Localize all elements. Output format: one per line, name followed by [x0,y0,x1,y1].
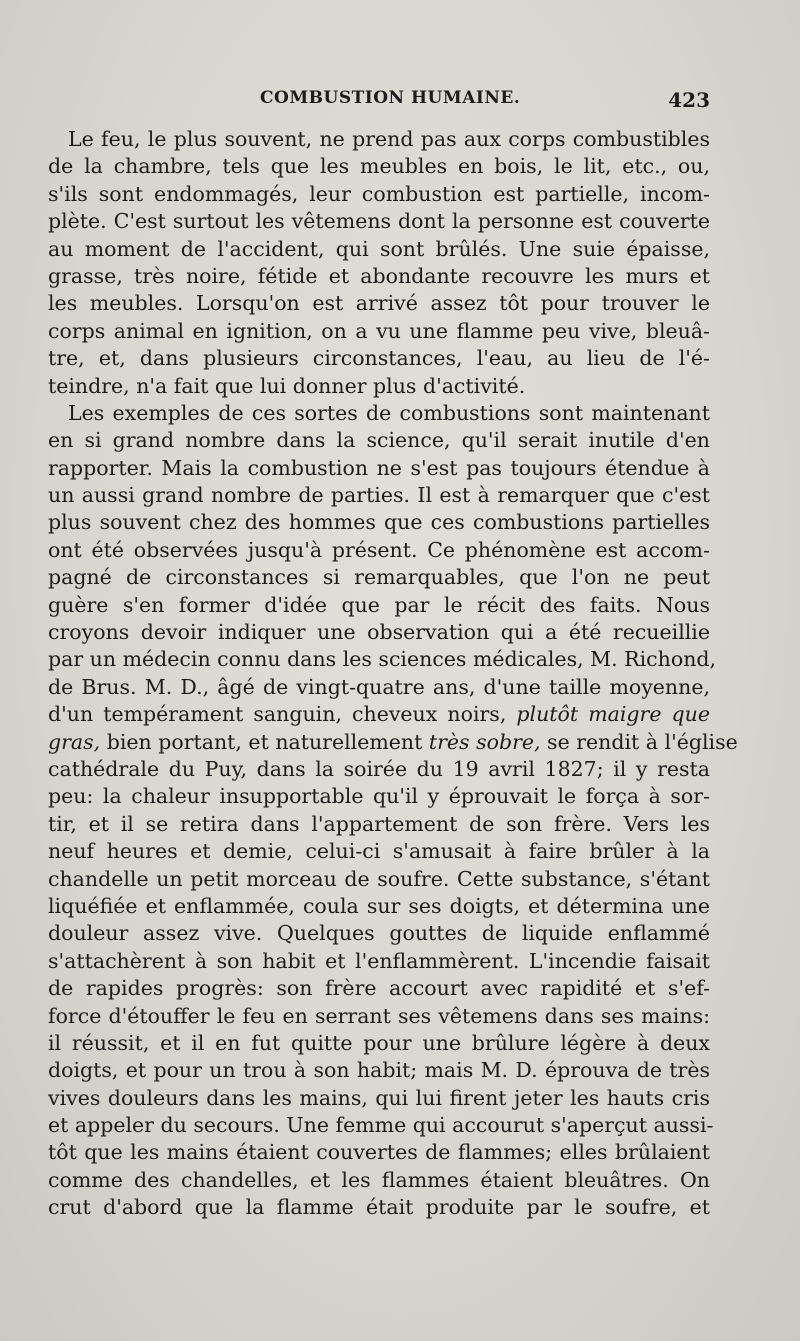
text-line: un aussi grand nombre de parties. Il est à remarquer que c'est [48,483,710,508]
text-line: guère s'en former d'idée que par le récit des faits. Nous [48,592,710,617]
text-line-with-italic [48,701,710,728]
text-line: s'ils sont endommagés, leur combustion est partielle, incom- [48,181,710,206]
page-body [48,126,738,1222]
text-line: chandelle un petit morceau de soufre. Cette substance, s'étant [48,866,710,891]
text-line: force d'étouffer le feu en serrant ses vêtemens dans ses mains: [48,1003,710,1028]
text-line: peu: la chaleur insupportable qu'il y éprouvait le força à sor- [48,784,710,809]
text-line: croyons devoir indiquer une observation qui a été recueillie [48,620,710,645]
text-line: en si grand nombre dans la science, qu'il serait inutile d'en [48,428,710,453]
text-segment: d'un tempérament sanguin, cheveux noirs, [48,702,517,727]
text-line: Le feu, le plus souvent, ne prend pas aux corps combustibles [68,127,710,151]
text-line: tre, et, dans plusieurs circonstances, l'eau, au lieu de l'é- [48,346,710,371]
text-segment: bien portant, et naturellement [100,729,429,754]
text-line: plus souvent chez des hommes que ces combustions partielles [48,510,710,535]
text-line: s'attachèrent à son habit et l'enflammèrent. L'incendie faisait [48,948,710,973]
text-line: ont été observées jusqu'à présent. Ce phénomène est accom- [48,537,710,562]
text-line: doigts, et pour un trou à son habit; mais M. D. éprouva de très [48,1058,710,1083]
text-line: par un médecin connu dans les sciences médicales, M. Richond, [48,647,717,672]
italic-segment: gras, [48,729,101,754]
text-line: liquéfiée et enflammée, coula sur ses doigts, et détermina une [48,893,710,918]
text-line: teindre, n'a fait que lui donner plus d'activité. [48,373,526,398]
text-line: neuf heures et demie, celui-ci s'amusait à faire brûler à la [48,839,710,864]
text-line: pagné de circonstances si remarquables, que l'on ne peut [48,565,710,590]
page-header [48,88,710,116]
text-line: au moment de l'accident, qui sont brûlés. Une suie épaisse, [48,236,710,261]
page-number: 423 [668,88,710,112]
text-line: tôt que les mains étaient couvertes de flammes; elles brûlaient [48,1140,710,1165]
italic-segment: plutôt maigre que [516,702,710,727]
text-line: Les exemples de ces sortes de combustions sont maintenant [68,400,710,425]
text-segment: se rendit à l'église [540,729,738,754]
text-line: il réussit, et il en fut quitte pour une brûlure légère à deux [48,1030,710,1055]
text-line: vives douleurs dans les mains, qui lui firent jeter les hauts cris [48,1085,710,1110]
text-line: plète. C'est surtout les vêtemens dont la personne est couverte [48,209,710,234]
text-line: crut d'abord que la flamme était produite par le soufre, et [48,1195,710,1220]
text-line: de la chambre, tels que les meubles en bois, le lit, etc., ou, [48,154,710,179]
paragraph-1 [48,126,710,400]
text-line-with-italic [48,729,738,756]
paragraph-2 [48,400,738,1222]
text-line: cathédrale du Puy, dans la soirée du 19 avril 1827; il y resta [48,756,710,781]
text-line: de Brus. M. D., âgé de vingt-quatre ans, d'une taille moyenne, [48,674,710,699]
italic-segment: très sobre, [428,729,541,754]
text-line: les meubles. Lorsqu'on est arrivé assez tôt pour trouver le [48,291,710,316]
text-line: comme des chandelles, et les flammes étaient bleuâtres. On [48,1167,710,1192]
text-line: corps animal en ignition, on a vu une flamme peu vive, bleuâ- [48,318,710,343]
running-title: COMBUSTION HUMAINE. [260,88,521,108]
text-line: douleur assez vive. Quelques gouttes de liquide enflammé [48,921,710,946]
text-line: de rapides progrès: son frère accourt avec rapidité et s'ef- [48,976,710,1001]
text-line: et appeler du secours. Une femme qui accourut s'aperçut aussi- [48,1113,714,1138]
text-line: grasse, très noire, fétide et abondante recouvre les murs et [48,263,710,288]
text-line: tir, et il se retira dans l'appartement de son frère. Vers les [48,811,710,836]
text-line: rapporter. Mais la combustion ne s'est pas toujours étendue à [48,455,710,480]
